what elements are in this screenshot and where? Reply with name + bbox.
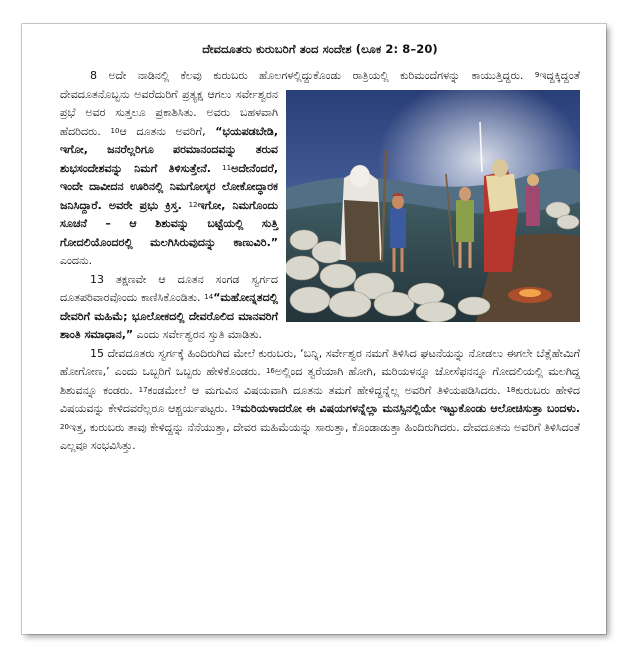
verse-number-10: 10 bbox=[110, 126, 120, 135]
verse-19: ಮರಿಯಳಾದರೋ ಈ ವಿಷಯಗಳನ್ನೆಲ್ಲಾ ಮನಸ್ಸಿನಲ್ಲಿಯೇ ಇಟ್ಟುಕೊಂಡು ಆಲೋಚಿಸುತ್ತಾ ಬಂದಳು. bbox=[240, 402, 580, 415]
verse-13: 13 ತಕ್ಷಣವೇ ಆ ದೂತನ ಸಂಗಡ ಸ್ವರ್ಗದ ದೂತಪರಿವಾರವೊಂದು ಕಾಣಿಸಿಕೊಂಡಿತು. bbox=[60, 272, 278, 304]
verse-10a: ಆ ದೂತನು ಅವರಿಗೆ, bbox=[119, 124, 206, 138]
paragraph-3 bbox=[60, 345, 580, 456]
verse-11: ಅದೇನೆಂದರೆ, ಇಂದೇ ದಾವೀದನ ಊರಿನಲ್ಲಿ ನಿಮಗೋಸ್ಕರ ಲೋಕೋದ್ಧಾರಕ ಜನಿಸಿದ್ದಾರೆ. ಅವರೇ ಪ್ರಭು ಕ್ರಿಸ್ತ. bbox=[60, 161, 279, 212]
verse-16: ಅಲ್ಲಿಂದ ತ್ವರೆಯಾಗಿ ಹೋಗಿ, ಮರಿಯಳನ್ನೂ ಜೋಸೆಫನನ್ನೂ ಗೋದಲಿಯಲ್ಲಿ ಮಲಗಿದ್ದ ಶಿಶುವನ್ನೂ ಕಂಡರು. bbox=[60, 365, 581, 397]
verse-18: ಕುರುಬರು ಹೇಳಿದ ವಿಷಯವನ್ನು ಕೇಳಿದವರೆಲ್ಲರೂ ಆಶ್ಚರ್ಯಪಟ್ಟರು. bbox=[60, 383, 581, 415]
verse-number-12: 12 bbox=[188, 200, 198, 209]
verse-8: 8 ಅದೇ ನಾಡಿನಲ್ಲಿ ಕೆಲವು ಕುರುಬರು ಹೊಲಗಳಲ್ಲಿದ್ದುಕೊಂಡು ರಾತ್ರಿಯಲ್ಲಿ ಕುರಿಮಂದೆಗಳನ್ನು ಕಾಯುತ್ತಿದ್ದರು. bbox=[90, 69, 524, 82]
document-page bbox=[60, 42, 580, 456]
verse-12: ಇಗೋ, ನಿಮಗೊಂದು ಸೂಚನೆ – ಆ ಶಿಶುವನ್ನು ಬಟ್ಟೆಯಲ್ಲಿ ಸುತ್ತಿ ಗೋದಲಿಯೊಂದರಲ್ಲಿ ಮಲಗಿಸಿರುವುದನ್ನು ಕಾಣುವಿರಿ.” bbox=[60, 198, 278, 249]
verse-number-20: 20 bbox=[60, 422, 69, 431]
verse-15: 15 ದೇವದೂತರು ಸ್ವರ್ಗಕ್ಕೆ ಹಿಂದಿರುಗಿದ ಮೇಲೆ ಕುರುಬರು, ‘ಬನ್ನಿ, ಸರ್ವೇಶ್ವರ ನಮಗೆ ತಿಳಿಸಿದ ಘಟನೆಯನ್ನು ನೋಡಲು ಈಗಲೇ ಬೆತ್ಲೆಹೇಮಿಗೆ ಹೋಗೋಣ,’ ಎಂದು ಒಬ್ಬರಿಗೆ ಒಬ್ಬರು ಹೇಳಿಕೊಂಡರು. bbox=[60, 346, 580, 378]
paragraph-1 bbox=[60, 67, 580, 271]
verse-14: “ಮಹೋನ್ನತದಲ್ಲಿ ದೇವರಿಗೆ ಮಹಿಮೆ; ಭೂಲೋಕದಲ್ಲಿ ದೇವರೊಲಿದ ಮಾನವರಿಗೆ ಶಾಂತಿ ಸಮಾಧಾನ,” bbox=[60, 291, 278, 341]
verse-number-11: 11 bbox=[222, 163, 232, 172]
page-title: ದೇವದೂತರು ಕುರುಬರಿಗೆ ತಂದ ಸಂದೇಶ (ಲೂಕ 2: 8–20) bbox=[202, 42, 438, 56]
verse-12-end: ಎಂದನು. bbox=[60, 254, 93, 267]
verse-number-16: 16 bbox=[265, 367, 275, 375]
verse-number-17: 17 bbox=[138, 385, 148, 394]
verse-number-9: 9 bbox=[534, 71, 540, 79]
shepherds-illustration bbox=[286, 90, 580, 322]
verse-number-18: 18 bbox=[506, 385, 516, 394]
verse-14-end: ಎಂದು ಸರ್ವೇಶ್ವರನ ಸ್ತುತಿ ಮಾಡಿತು. bbox=[136, 328, 263, 341]
verse-9: ಇದ್ದಕ್ಕಿದ್ದಂತೆ ದೇವದೂತನೊಬ್ಬನು ಅವರೆದುರಿಗೆ ಪ್ರತ್ಯಕ್ಷ ಆಗಲು ಸರ್ವೇಶ್ವರನ ಪ್ರಭೆ ಅವರ ಸುತ್ತಲೂ ಪ್ರಕಾಶಿಸಿತು. ಅವರು ಬಹಳವಾಗಿ ಹೆದರಿದರು. bbox=[60, 69, 581, 138]
verse-number-19: 19 bbox=[231, 404, 241, 412]
verse-number-14: 14 bbox=[204, 293, 214, 301]
verse-20: ಇತ್ತ, ಕುರುಬರು ತಾವು ಕೇಳಿದ್ದನ್ನು ನೆನೆಯುತ್ತಾ, ದೇವರ ಮಹಿಮೆಯನ್ನು ಸಾರುತ್ತಾ, ಕೊಂಡಾಡುತ್ತಾ ಹಿಂದಿರುಗಿದರು. ದೇವದೂತನು ಅವರಿಗೆ ತಿಳಿಸಿದಂತೆ ಎಲ್ಲವೂ ಸಂಭವಿಸಿತ್ತು. bbox=[60, 420, 580, 452]
verse-17: ಕಂಡಮೇಲೆ ಆ ಮಗುವಿನ ವಿಷಯವಾಗಿ ದೂತನು ತಮಗೆ ಹೇಳಿದ್ದನ್ನೆಲ್ಲ ಅವರಿಗೆ ತಿಳಿಯಪಡಿಸಿದರು. bbox=[147, 383, 501, 397]
verse-10b: “ಭಯಪಡಬೇಡಿ, ಇಗೋ, ಜನರೆಲ್ಲರಿಗೂ ಪರಮಾನಂದವನ್ನು ತರುವ ಶುಭಸಂದೇಶವನ್ನು ನಿಮಗೆ ತಿಳಿಸುತ್ತೇನೆ. bbox=[60, 124, 279, 175]
